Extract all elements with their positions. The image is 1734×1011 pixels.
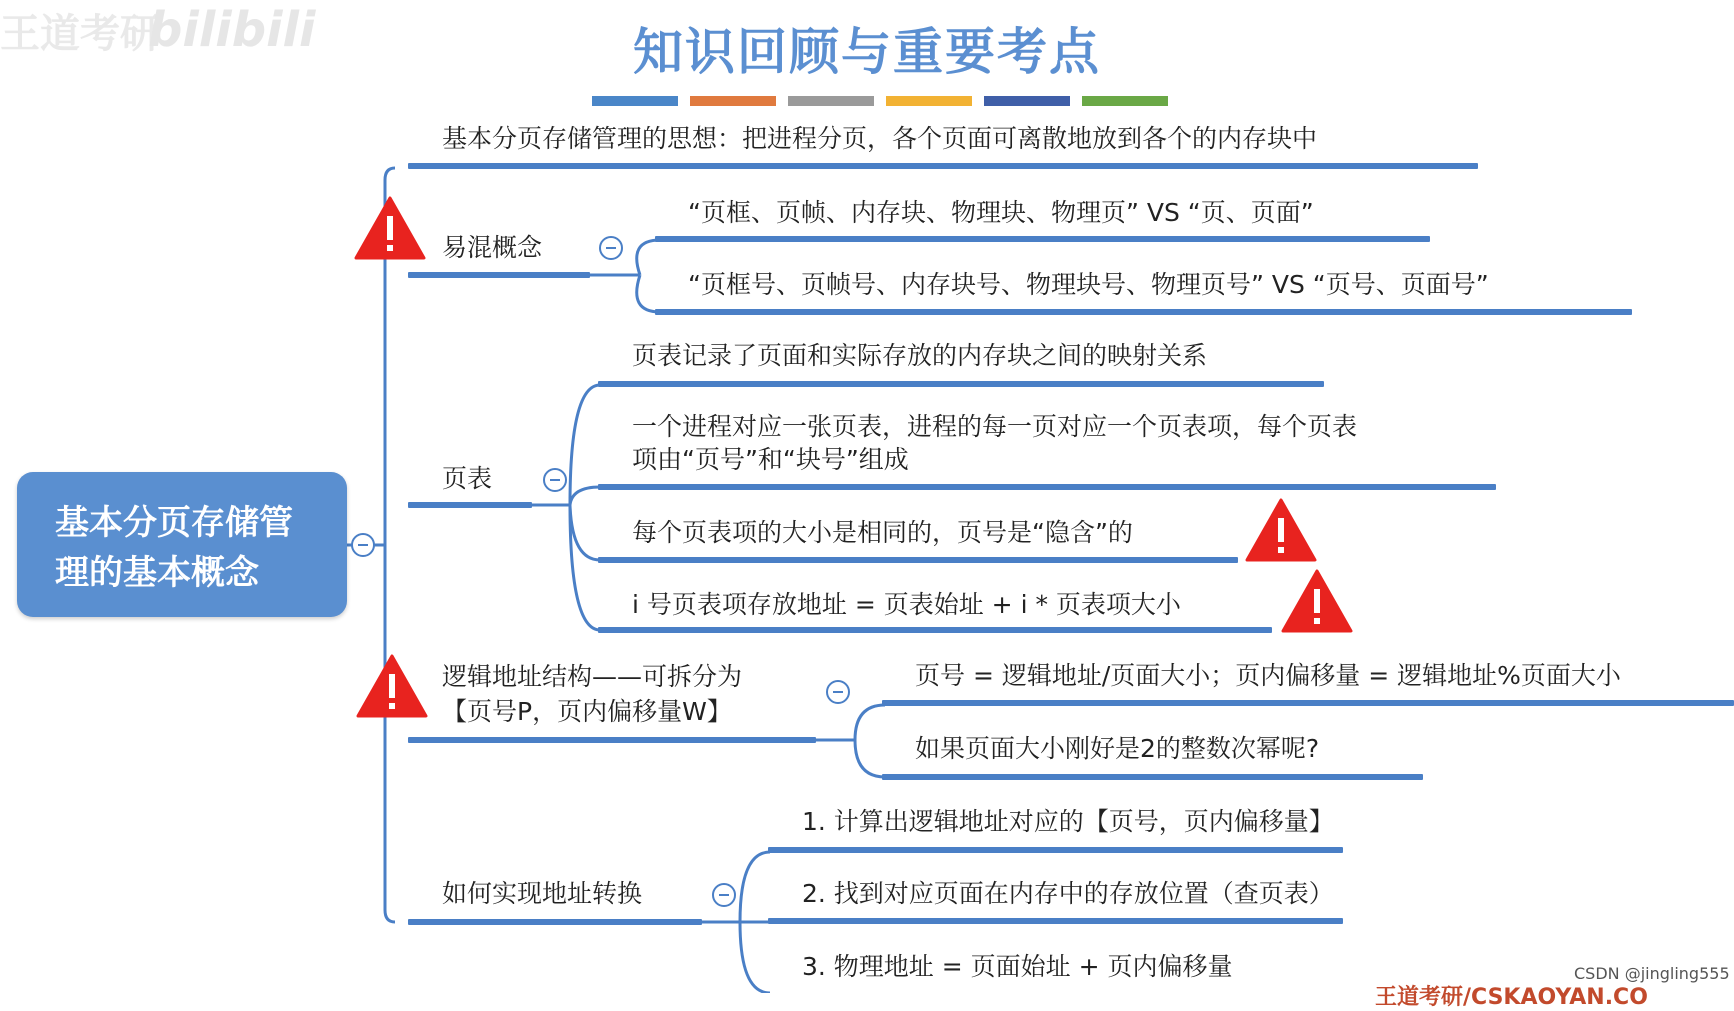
warning-triangle-icon [356,654,428,718]
address-translation-item-1: 1. 计算出逻辑地址对应的【页号，页内偏移量】 [802,807,1334,836]
confusing-collapse-icon[interactable] [599,236,623,260]
logical-address-item-2: 如果页面大小刚好是2的整数次幂呢? [915,734,1320,763]
address-translation-item-2-underline [768,918,1343,924]
page-table-item-1-underline [598,381,1324,387]
page-table-item-1: 页表记录了页面和实际存放的内存块之间的映射关系 [632,341,1208,370]
address-translation-item-3: 3. 物理地址 = 页面始址 + 页内偏移量 [802,952,1233,981]
page-table-item-2-underline [598,484,1496,490]
page-table-item-3-underline [598,557,1238,563]
root-node-label [55,498,335,598]
branch-confusing-label: 易混概念 [442,233,543,262]
confusing-item-1: “页框、页帧、内存块、物理块、物理页” VS “页、页面” [688,198,1314,227]
branch-logical-address-underline [408,737,816,743]
address-translation-item-1-underline [768,847,1343,853]
branch-idea: 基本分页存储管理的思想：把进程分页，各个页面可离散地放到各个的内存块中 [442,124,1318,153]
page-title: 知识回顾与重要考点 [633,23,1101,81]
page-table-collapse-icon[interactable] [543,468,567,492]
confusing-item-2-underline [655,309,1632,315]
branch-logical-address-line1: 逻辑地址结构——可拆分为 [442,662,743,691]
footer-watermark: 王道考研/CSKAOYAN.CO [1375,985,1648,1010]
logical-address-item-1-underline [882,700,1734,706]
csdn-watermark: CSDN @jingling555 [1574,964,1730,983]
page-table-item-2-line1: 一个进程对应一张页表，进程的每一页对应一个页表项，每个页表 [632,412,1358,441]
root-collapse-icon[interactable] [351,533,375,557]
address-translation-collapse-icon[interactable] [712,883,736,907]
logical-address-item-1: 页号 = 逻辑地址/页面大小；页内偏移量 = 逻辑地址%页面大小 [915,661,1621,690]
warning-triangle-icon [1245,498,1317,562]
page-table-item-4-underline [598,627,1272,633]
root-node-line2: 理的基本概念 [55,553,259,593]
page-table-item-3: 每个页表项的大小是相同的，页号是“隐含”的 [632,518,1133,547]
confusing-item-2: “页框号、页帧号、内存块号、物理块号、物理页号” VS “页号、页面号” [688,270,1489,299]
root-node-line1: 基本分页存储管 [55,503,293,543]
branch-address-translation-label: 如何实现地址转换 [442,879,643,908]
branch-logical-address-line2: 【页号P，页内偏移量W】 [442,697,732,726]
page-table-item-4: i 号页表项存放地址 = 页表始址 + i * 页表项大小 [632,590,1181,619]
branch-idea-underline [408,163,1478,169]
branch-page-table-label: 页表 [442,464,493,493]
branch-address-translation-underline [408,919,702,925]
warning-triangle-icon [354,196,426,260]
branch-page-table-underline [408,502,532,508]
branch-confusing-underline [408,272,590,278]
watermark-bilibili: bilibili [148,2,316,58]
page-table-item-2-line2: 项由“页号”和“块号”组成 [632,445,909,474]
warning-triangle-icon [1281,569,1353,633]
logical-address-collapse-icon[interactable] [826,680,850,704]
logical-address-item-2-underline [882,774,1423,780]
address-translation-item-2: 2. 找到对应页面在内存中的存放位置（查页表） [802,879,1334,908]
watermark-wangdao: 王道考研 [0,11,160,57]
confusing-item-1-underline [655,236,1430,242]
